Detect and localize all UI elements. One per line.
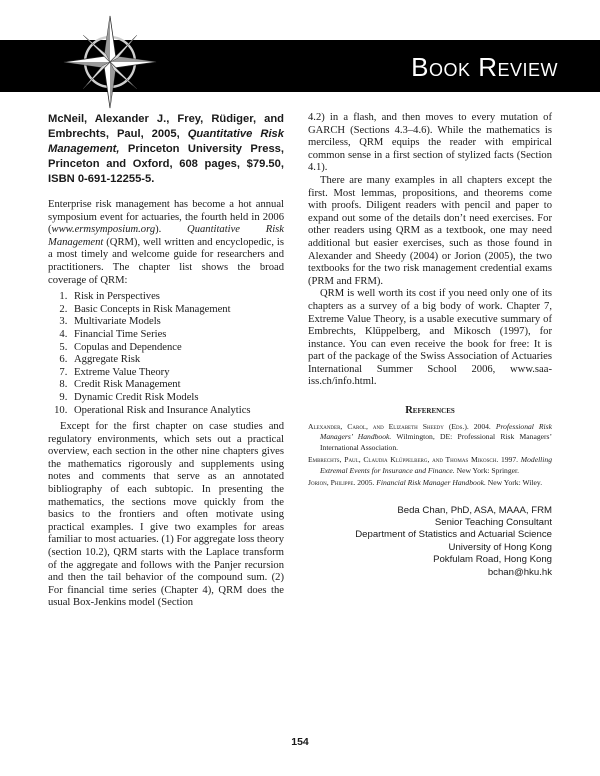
- citation-book-title: Quantitative Risk Management,: [48, 128, 284, 155]
- reference-title: Modelling Extremal Events for Insurance and Finance.: [320, 455, 552, 475]
- reference-authors: Embrechts, Paul, Claudia Klüppelberg, and Thomas Mikosch.: [308, 455, 499, 465]
- reference-item: [308, 478, 552, 488]
- reference-publisher: New York: Springer.: [454, 465, 520, 475]
- left-column: [48, 112, 284, 610]
- paragraph-continued: 4.2) in a flash, and then moves to every mutation of GARCH (Sections 4.3–4.6). While the mathematics is merciless, QRM equips the reader with empirical common sense in a first section of stylized facts (Section 4.1).: [308, 112, 552, 174]
- list-item: 6. Aggregate Risk: [70, 354, 284, 367]
- reference-item: [308, 455, 552, 476]
- reviewer-email: bchan@hku.hk: [487, 566, 552, 578]
- list-item: 7. Extreme Value Theory: [70, 367, 284, 380]
- symposium-link: www.ermsymposium.org: [51, 224, 156, 236]
- citation-authors: McNeil, Alexander J., Frey, Rüdiger, and Embrechts, Paul, 2005,: [48, 113, 284, 140]
- intro-text: ).: [155, 224, 188, 236]
- reviewer-position: Senior Teaching Consultant: [434, 516, 552, 528]
- list-item: 2. Basic Concepts in Risk Management: [70, 304, 284, 317]
- right-column: [308, 112, 552, 579]
- reference-year: 2004.: [468, 422, 496, 432]
- list-item: 5. Copulas and Dependence: [70, 342, 284, 355]
- paragraph-worth: QRM is well worth its cost if you need only one of its chapters as a survey of a big body of work. Chapter 7, Extreme Value Theory, is a usable executive summary of Embrechts, Klüppelberg, and Mikosch (1997), for instance. You can even receive the book for free: It is part of the package of the Swiss Association of Actuaries International Summer School 2006, www.saa-iss.ch/info.html.: [308, 288, 552, 388]
- list-item: 10. Operational Risk and Insurance Analytics: [70, 405, 284, 418]
- page-number: 154: [291, 736, 309, 748]
- intro-text: Enterprise risk management has become a hot annual symposium event for actuaries, the fourth held in 2006 (: [48, 199, 284, 236]
- compass-rose-icon: [62, 14, 158, 110]
- paragraph-examples: There are many examples in all chapters except the first. Most lemmas, propositions, and theorems come with proofs. Diligent readers with pencil and paper to expand out some of the details don’t need exercises. For other readers using QRM as a textbook, one may need additional but easier exercises, such as those found in Alexander and Sheedy (2004) or Jorion (2005), the two textbooks for the two risk management credential exams (PRM and FRM).: [308, 174, 552, 287]
- reference-year: 1997.: [498, 455, 521, 465]
- page-title: Book Review: [411, 52, 558, 82]
- reference-publisher: Wilmington, DE: Professional Risk Managers’ International Association.: [320, 432, 552, 452]
- reference-title: Financial Risk Manager Handbook.: [376, 478, 486, 488]
- reference-authors: Jorion, Philippe.: [308, 478, 356, 488]
- book-name: Quantitative Risk Management: [48, 224, 284, 248]
- reference-authors: Alexander, Carol, and Elizabeth Sheedy (Eds.).: [308, 422, 469, 432]
- list-item: 1. Risk in Perspectives: [70, 291, 284, 304]
- reference-year: 2005.: [355, 478, 377, 488]
- reviewer-signature: [308, 505, 552, 579]
- list-item: 9. Dynamic Credit Risk Models: [70, 392, 284, 405]
- intro-paragraph: [48, 199, 284, 287]
- list-item: 4. Financial Time Series: [70, 329, 284, 342]
- reference-title: Professional Risk Managers’ Handbook.: [320, 422, 552, 442]
- reference-item: [308, 422, 552, 453]
- intro-text: (QRM), well written and encyclopedic, is a most timely and welcome guide for researchers and practitioners. The chapter list shows the broad coverage of QRM:: [48, 236, 284, 286]
- reviewer-department: Department of Statistics and Actuarial Science: [355, 529, 552, 541]
- references-heading: References: [405, 405, 455, 417]
- citation-publisher: Princeton University Press, Princeton and Oxford, 608 pages, $79.50, ISBN 0-691-12255-5.: [48, 143, 284, 185]
- reviewer-address: Pokfulam Road, Hong Kong: [433, 554, 552, 566]
- reference-publisher: New York: Wiley.: [485, 478, 543, 488]
- list-item: 3. Multivariate Models: [70, 316, 284, 329]
- list-item: 8. Credit Risk Management: [70, 379, 284, 392]
- reviewer-name: Beda Chan, PhD, ASA, MAAA, FRM: [397, 504, 552, 516]
- reviewer-university: University of Hong Kong: [448, 541, 552, 553]
- chapter-list: [48, 291, 284, 417]
- paragraph-except: Except for the first chapter on case studies and regulatory environments, which sets out a practical overview, each section in the other nine chapters gives the mathematics rigorously and supplements using notes and comments that serve as an annotated bibliography of each subtopic. In presenting the mathematics, the sections move quickly from the basics to the frontiers and often motivate using practical examples. I give two examples for areas familiar to most actuaries. (1) For aggregate loss theory (section 10.2), QRM starts with the Laplace transform of the aggregate and follows with the Panjer recursion and then the tail behavior of the compound sum. (2) For financial time series (Chapter 4), QRM does the usual Box-Jenkins model (Section: [48, 421, 284, 609]
- book-citation: [48, 112, 284, 187]
